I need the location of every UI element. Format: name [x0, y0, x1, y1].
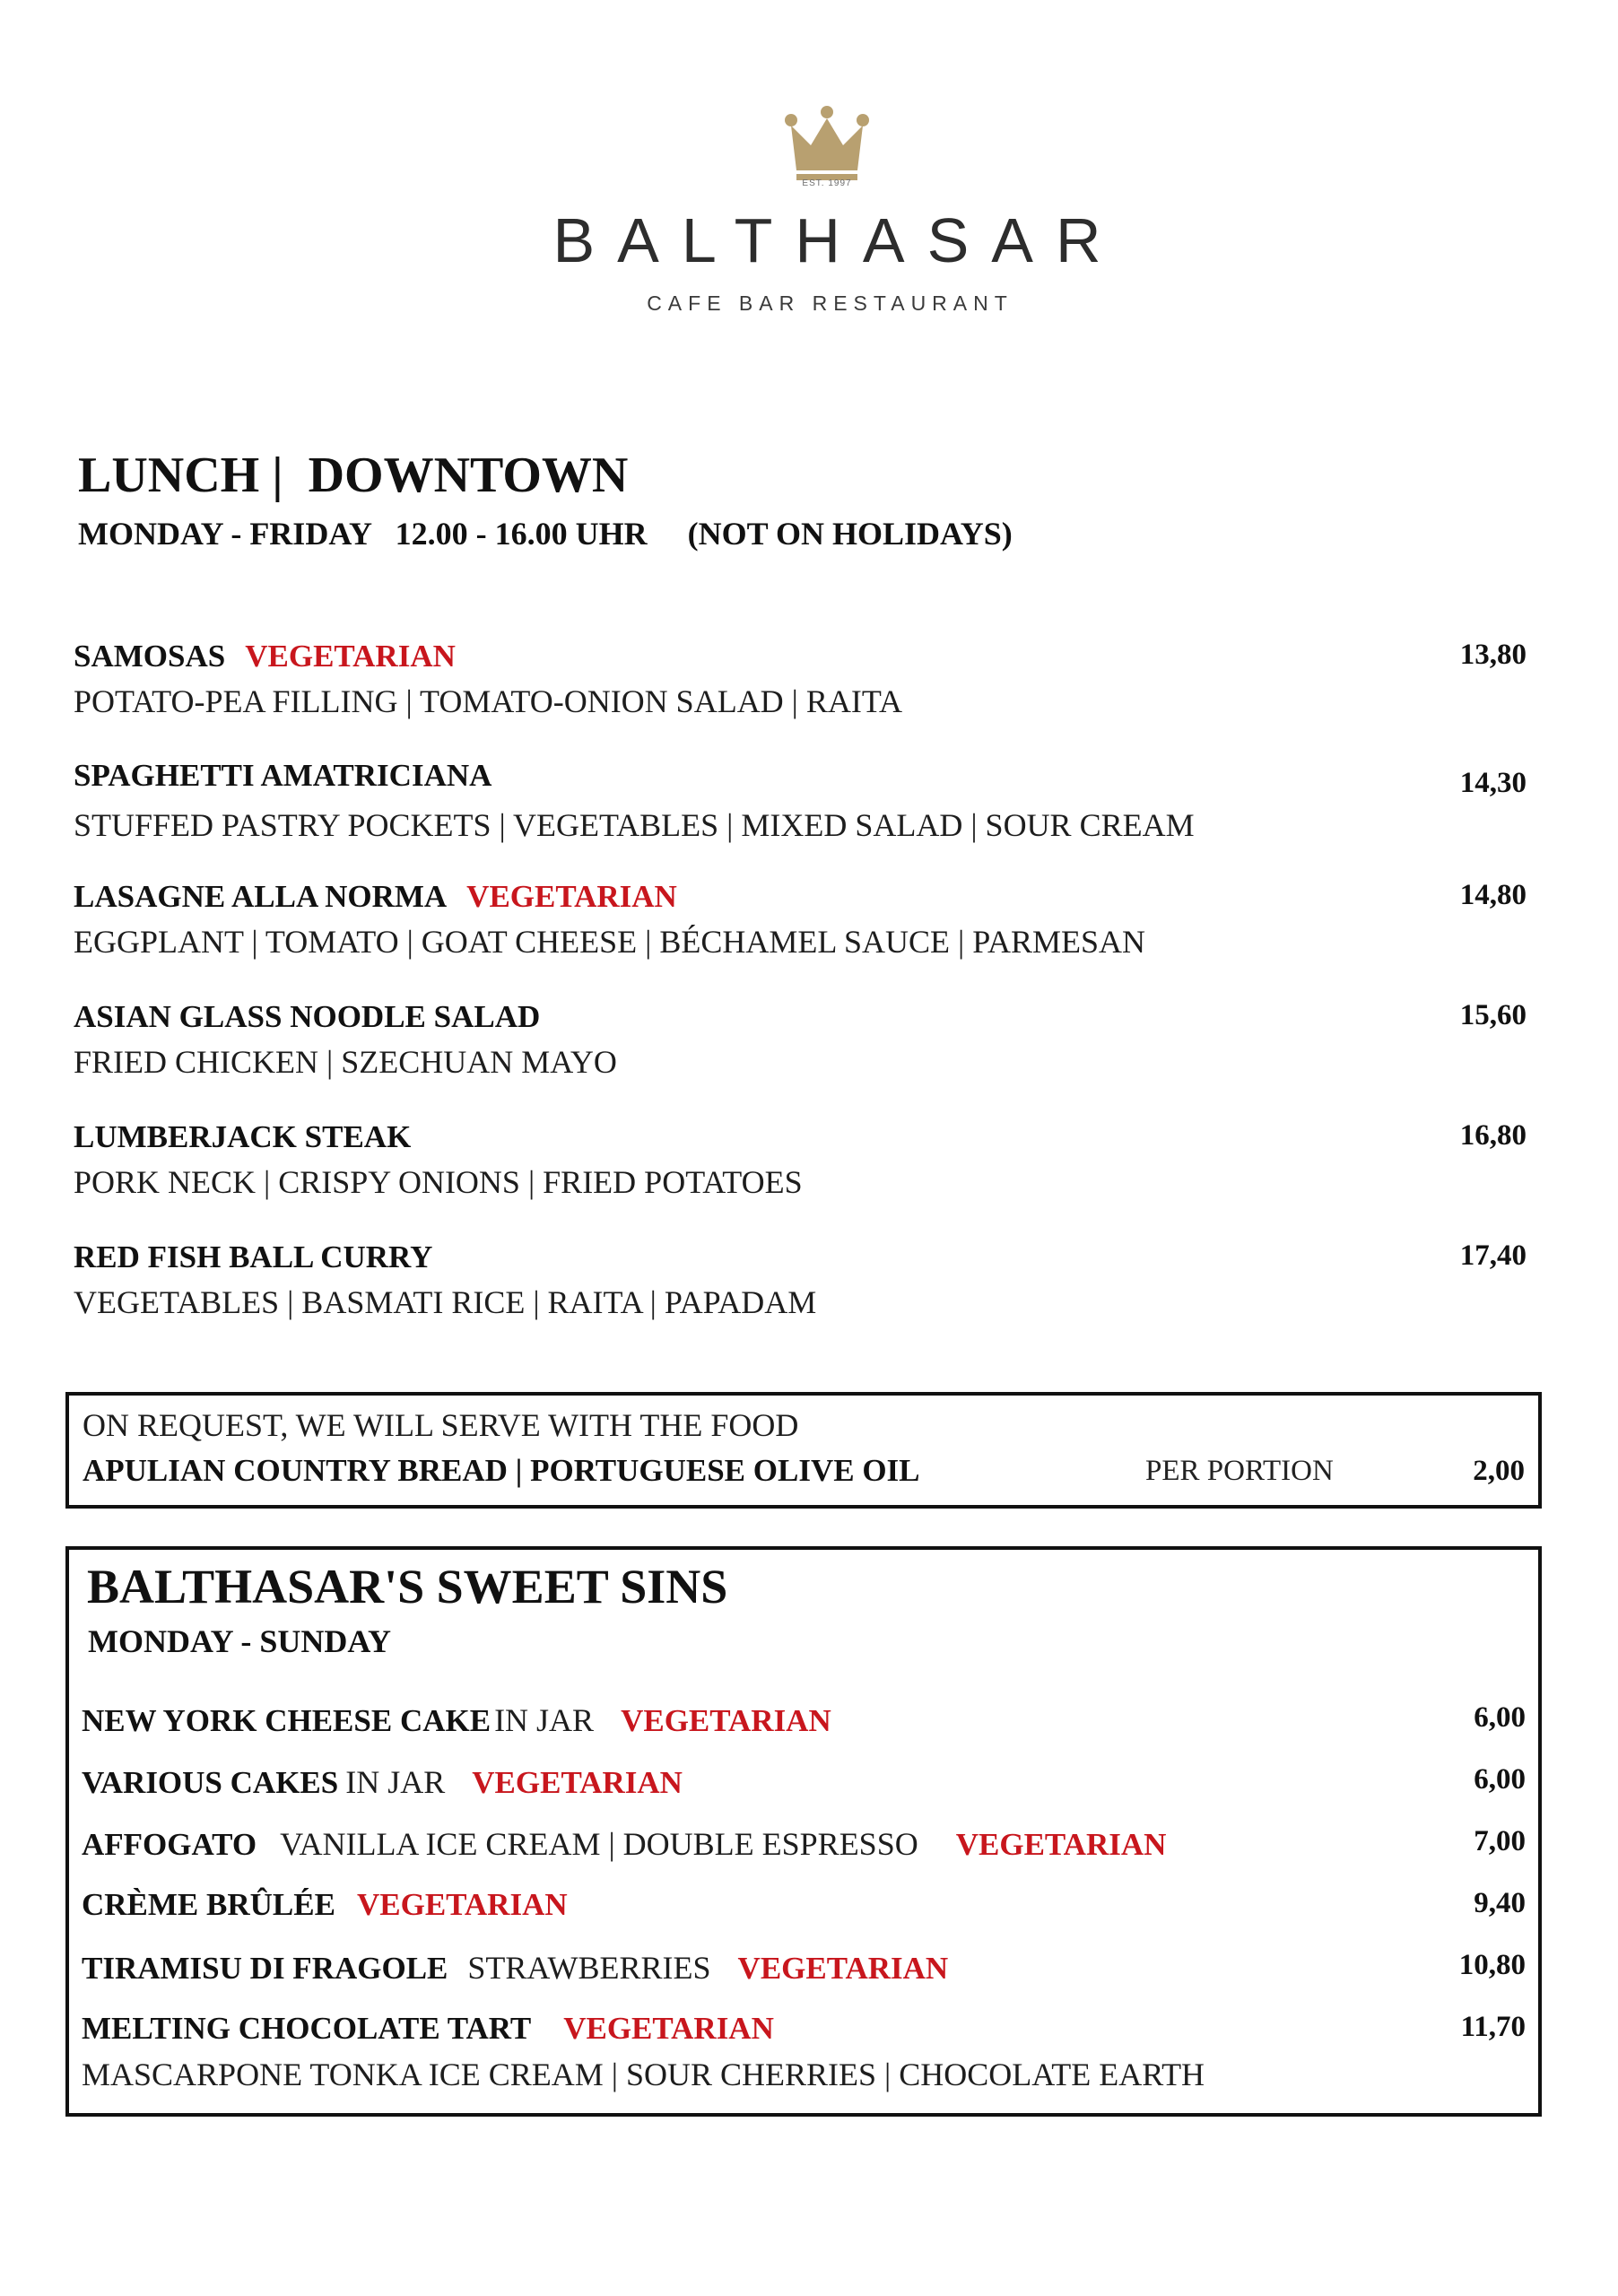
menu-item: [74, 1239, 1527, 1321]
dessert-name: MELTING CHOCOLATE TART: [82, 2011, 532, 2046]
item-description: STUFFED PASTRY POCKETS | VEGETABLES | MIXED SALAD | SOUR CREAM: [74, 807, 1195, 843]
dessert-price: 10,80: [1458, 1949, 1526, 1981]
sweet-sins-days: MONDAY - SUNDAY: [88, 1623, 392, 1659]
dessert-price: 7,00: [1474, 1825, 1526, 1857]
menu-item: [74, 1119, 1527, 1201]
vegetarian-tag: VEGETARIAN: [621, 1703, 831, 1738]
menu-item: [74, 879, 1527, 961]
menu-item: [74, 639, 1527, 720]
dessert-item: [82, 1949, 1526, 1987]
dessert-item: [82, 2011, 1526, 2093]
dessert-name: VARIOUS CAKES: [82, 1765, 339, 1800]
dessert-price: 9,40: [1474, 1887, 1526, 1919]
vegetarian-tag: VEGETARIAN: [563, 2011, 774, 2046]
dessert-price: 6,00: [1474, 1701, 1526, 1734]
item-name: LASAGNE ALLA NORMA: [74, 879, 448, 914]
lunch-hours: MONDAY - FRIDAY 12.00 - 16.00 UHR (NOT ON HOLIDAYS): [78, 516, 1013, 552]
dessert-item: [82, 1825, 1526, 1863]
item-description: EGGPLANT | TOMATO | GOAT CHEESE | BÉCHAMEL SAUCE | PARMESAN: [74, 924, 1145, 960]
dessert-item: [82, 1701, 1526, 1739]
item-description: FRIED CHICKEN | SZECHUAN MAYO: [74, 1044, 617, 1080]
dessert-item: [82, 1763, 1526, 1801]
dessert-subtitle: VANILLA ICE CREAM | DOUBLE ESPRESSO: [280, 1826, 918, 1862]
item-price: 15,60: [1459, 999, 1527, 1031]
item-price: 13,80: [1459, 639, 1527, 671]
dessert-name: AFFOGATO: [82, 1827, 257, 1862]
dessert-subtitle: IN JAR: [494, 1702, 595, 1738]
dessert-price: 6,00: [1474, 1763, 1526, 1796]
brand-tagline: CAFE BAR RESTAURANT: [647, 291, 1013, 315]
item-description: PORK NECK | CRISPY ONIONS | FRIED POTATOES: [74, 1164, 803, 1200]
item-price: 14,30: [1459, 767, 1527, 799]
bread-portion-label: PER PORTION: [1145, 1455, 1334, 1487]
item-description: VEGETABLES | BASMATI RICE | RAITA | PAPADAM: [74, 1284, 817, 1320]
dessert-name: CRÈME BRÛLÉE: [82, 1887, 335, 1922]
item-name: LUMBERJACK STEAK: [74, 1119, 412, 1154]
menu-item: [74, 999, 1527, 1081]
dessert-description: MASCARPONE TONKA ICE CREAM | SOUR CHERRIES | CHOCOLATE EARTH: [82, 2057, 1205, 2092]
vegetarian-tag: VEGETARIAN: [737, 1951, 949, 1986]
item-price: 16,80: [1459, 1119, 1527, 1152]
dessert-price: 11,70: [1460, 2011, 1526, 2043]
dessert-name: NEW YORK CHEESE CAKE: [82, 1703, 491, 1738]
dessert-subtitle: STRAWBERRIES: [467, 1950, 711, 1986]
item-price: 14,80: [1459, 879, 1527, 911]
vegetarian-tag: VEGETARIAN: [466, 879, 677, 914]
item-name: RED FISH BALL CURRY: [74, 1239, 433, 1274]
item-name: SAMOSAS: [74, 639, 226, 674]
sweet-sins-title: BALTHASAR'S SWEET SINS: [87, 1560, 728, 1613]
vegetarian-tag: VEGETARIAN: [356, 1887, 568, 1922]
item-name: ASIAN GLASS NOODLE SALAD: [74, 999, 541, 1034]
vegetarian-tag: VEGETARIAN: [245, 639, 456, 674]
item-name: SPAGHETTI AMATRICIANA: [74, 758, 492, 793]
established-year: EST. 1997: [802, 178, 852, 188]
dessert-subtitle: IN JAR: [345, 1764, 446, 1800]
bread-title: APULIAN COUNTRY BREAD | PORTUGUESE OLIVE OIL: [83, 1453, 920, 1488]
dessert-item: [82, 1887, 1526, 1923]
vegetarian-tag: VEGETARIAN: [472, 1765, 683, 1800]
item-price: 17,40: [1459, 1239, 1527, 1272]
bread-intro: ON REQUEST, WE WILL SERVE WITH THE FOOD: [83, 1407, 799, 1443]
vegetarian-tag: VEGETARIAN: [955, 1827, 1167, 1862]
dessert-name: TIRAMISU DI FRAGOLE: [82, 1951, 448, 1986]
bread-price: 2,00: [1473, 1455, 1525, 1487]
item-description: POTATO-PEA FILLING | TOMATO-ONION SALAD | RAITA: [74, 683, 902, 719]
brand-name: BALTHASAR: [552, 205, 1124, 275]
lunch-title: LUNCH | DOWNTOWN: [78, 448, 629, 503]
menu-item: [74, 758, 1527, 844]
